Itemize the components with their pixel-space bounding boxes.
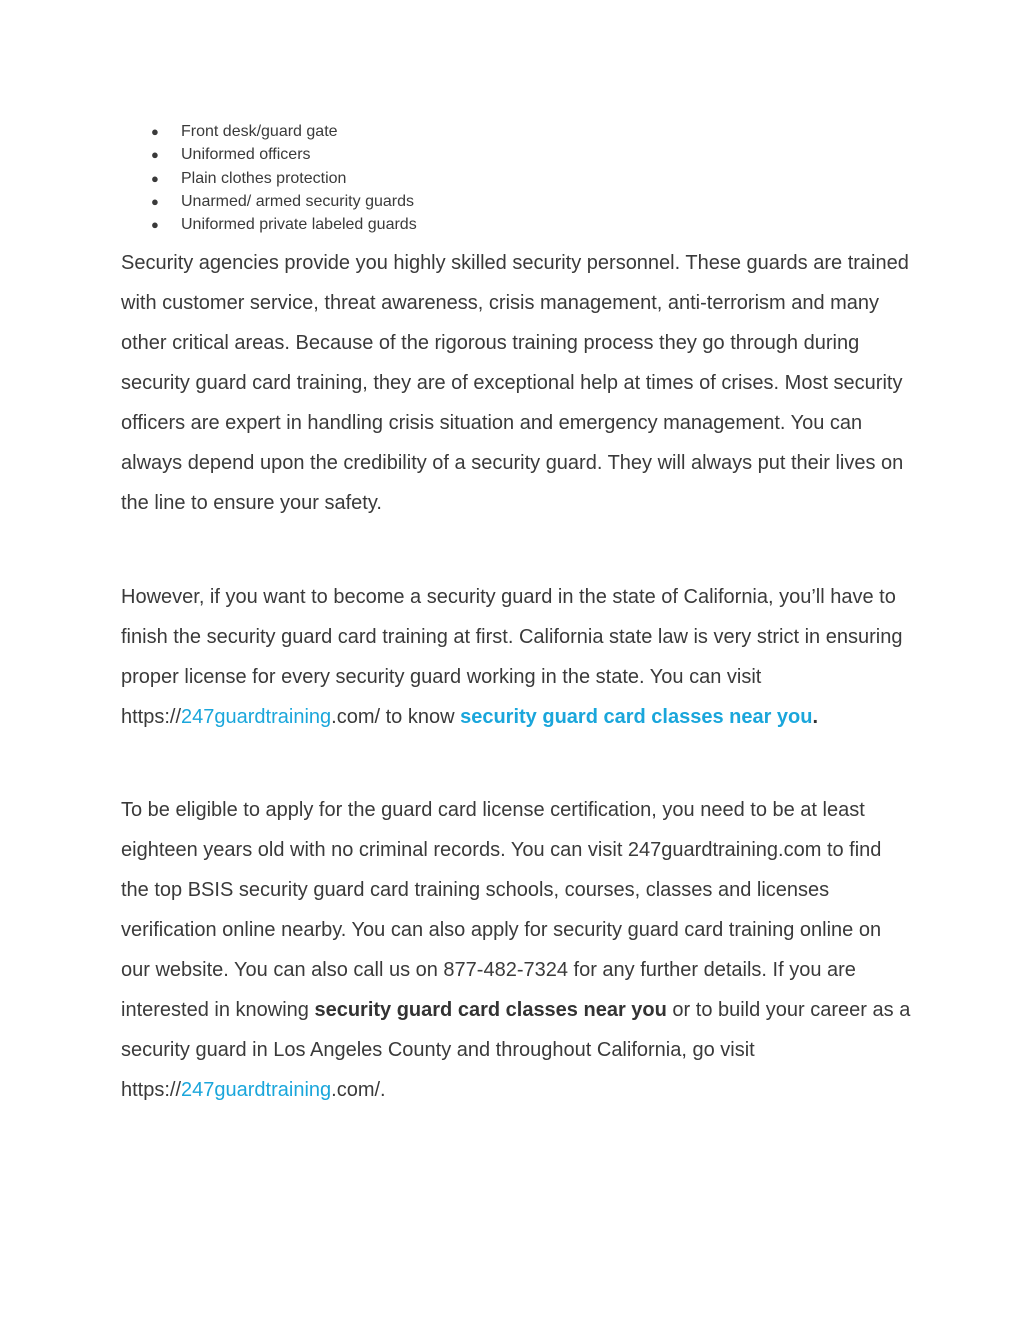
paragraph-text: To be eligible to apply for the guard card license certification, you need to be at least eighteen years old with no criminal records. You can visit 247guardtraining.com to find the top BSIS security guard card training schools, courses, classes and licenses verification online nearby. You can also apply for security guard card training online on our website. You can also call us on 877-482-7324 for any further details. If you are interested in knowing (121, 799, 882, 1021)
list-item-text: Uniformed private labeled guards (181, 216, 417, 234)
list-item-text: Front desk/guard gate (181, 123, 338, 140)
bullet-icon: ● (151, 124, 159, 139)
paragraph-california-license (121, 577, 911, 737)
list-item (121, 213, 417, 236)
services-bullet-list (121, 120, 417, 236)
bullet-icon: ● (151, 147, 159, 163)
247guardtraining-link[interactable]: 247guardtraining (181, 1079, 332, 1101)
247guardtraining-link[interactable]: 247guardtraining (181, 706, 332, 728)
paragraph-eligibility (121, 790, 911, 1110)
paragraph-text: However, if you want to become a security guard in the state of California, you’ll have to finish the security guard card training at first. California state law is very strict in ensuring proper license for every security guard working in the state. You can visit https:// (121, 586, 903, 728)
paragraph-text: .com/ to know (331, 706, 461, 728)
security-guard-card-classes-link[interactable]: security guard card classes near you (460, 706, 813, 728)
paragraph-security-agencies: Security agencies provide you highly skilled security personnel. These guards are trained with customer service, threat awareness, crisis management, anti-terrorism and many other critical areas. Because of the rigorous training process they go through during security guard card training, they are of exceptional help at times of crises. Most security officers are expert in handling crisis situation and emergency management. You can always depend upon the credibility of a security guard. They will always put their lives on the line to ensure your safety. (121, 252, 909, 514)
list-item (121, 120, 417, 143)
list-item-text: Unarmed/ armed security guards (181, 192, 414, 210)
bold-phrase: security guard card classes near you (314, 999, 667, 1021)
bullet-icon: ● (151, 170, 159, 186)
list-item (121, 190, 417, 213)
list-item (121, 143, 417, 166)
list-item-text: Uniformed officers (181, 146, 311, 164)
paragraph-period: . (812, 706, 819, 728)
paragraph-text: .com/. (331, 1079, 386, 1101)
bullet-icon: ● (151, 217, 159, 233)
bullet-icon: ● (151, 193, 159, 209)
list-item (121, 167, 417, 190)
paragraph-text: or to build your career as a security guard in Los Angeles County and throughout California, go visit https:// (121, 999, 911, 1101)
list-item-text: Plain clothes protection (181, 169, 347, 187)
